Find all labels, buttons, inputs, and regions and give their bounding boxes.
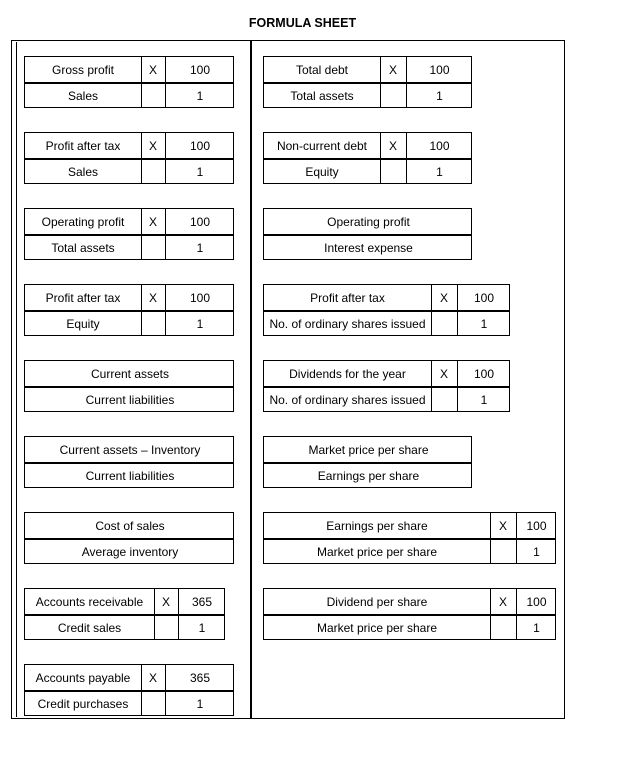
formula-numerator: Accounts receivable xyxy=(35,595,144,609)
formula-numerator: Profit after tax xyxy=(310,291,385,305)
multiply-sign: X xyxy=(498,519,507,533)
multiply-sign: X xyxy=(148,63,157,77)
multiplier-unit: 1 xyxy=(533,545,540,559)
formula-numerator: Non-current debt xyxy=(276,139,368,153)
formula-box xyxy=(263,512,556,564)
formula-denominator: Current liabilities xyxy=(85,469,175,483)
multiplier-unit: 1 xyxy=(196,697,204,711)
formula-numerator: Gross profit xyxy=(51,63,114,77)
multiplier-unit: 1 xyxy=(480,393,488,407)
multiplier-value: 100 xyxy=(189,215,211,229)
multiplier-value: 100 xyxy=(429,139,450,153)
formula-denominator: Current liabilities xyxy=(85,393,175,407)
formula-denominator: Market price per share xyxy=(316,545,438,559)
left-inner-border xyxy=(16,42,17,717)
multiplier-unit: 1 xyxy=(533,621,540,635)
multiply-sign: X xyxy=(148,671,157,685)
formula-numerator: Earnings per share xyxy=(326,519,428,533)
formula-denominator: Market price per share xyxy=(316,621,438,635)
formula-box xyxy=(263,588,556,640)
multiplier-unit: 1 xyxy=(436,165,443,179)
formula-numerator: Cost of sales xyxy=(95,519,165,533)
multiply-sign: X xyxy=(161,595,170,609)
multiplier-value: 100 xyxy=(429,63,450,77)
formula-box xyxy=(24,284,234,336)
formula-denominator: Average inventory xyxy=(81,545,179,559)
formula-denominator: Interest expense xyxy=(324,241,413,255)
multiply-sign: X xyxy=(388,139,397,153)
formula-box xyxy=(263,132,472,184)
formula-numerator: Dividend per share xyxy=(326,595,428,609)
multiply-sign: X xyxy=(148,139,157,153)
multiply-sign: X xyxy=(388,63,397,77)
multiplier-unit: 1 xyxy=(480,317,488,331)
formula-denominator: No. of ordinary shares issued xyxy=(269,317,426,331)
page-title: FORMULA SHEET xyxy=(248,16,357,30)
formula-box xyxy=(263,208,472,260)
multiplier-unit: 1 xyxy=(196,241,204,255)
formula-box xyxy=(24,512,234,564)
formula-numerator: Profit after tax xyxy=(45,139,121,153)
formula-box xyxy=(263,360,510,412)
multiplier-unit: 1 xyxy=(436,89,443,103)
multiplier-value: 100 xyxy=(473,291,495,305)
formula-denominator: Equity xyxy=(305,165,339,179)
multiplier-unit: 1 xyxy=(196,165,204,179)
formula-box xyxy=(24,208,234,260)
formula-denominator: Earnings per share xyxy=(317,469,420,483)
formula-numerator: Current assets – Inventory xyxy=(59,443,201,457)
formula-box xyxy=(263,284,510,336)
multiplier-value: 100 xyxy=(189,139,211,153)
multiplier-value: 365 xyxy=(189,671,211,685)
formula-box xyxy=(24,588,225,640)
formula-denominator: Credit purchases xyxy=(37,697,129,711)
formula-box xyxy=(24,664,234,716)
formula-box xyxy=(24,132,234,184)
formula-denominator: Equity xyxy=(66,317,100,331)
formula-numerator: Operating profit xyxy=(327,215,410,229)
formula-numerator: Market price per share xyxy=(308,443,429,457)
formula-numerator: Dividends for the year xyxy=(289,367,406,381)
multiplier-unit: 1 xyxy=(196,317,204,331)
formula-numerator: Operating profit xyxy=(41,215,125,229)
formula-numerator: Total debt xyxy=(295,63,349,77)
multiplier-value: 100 xyxy=(189,63,211,77)
formula-box xyxy=(263,56,472,108)
multiplier-value: 100 xyxy=(526,595,547,609)
multiply-sign: X xyxy=(439,291,448,305)
formula-denominator: Sales xyxy=(67,165,99,179)
multiplier-value: 100 xyxy=(473,367,495,381)
formula-numerator: Current assets xyxy=(90,367,170,381)
multiply-sign: X xyxy=(498,595,507,609)
formula-denominator: Total assets xyxy=(290,89,354,103)
multiply-sign: X xyxy=(148,215,157,229)
formula-numerator: Profit after tax xyxy=(45,291,121,305)
formula-box xyxy=(24,360,234,412)
column-divider xyxy=(250,40,252,719)
multiplier-unit: 1 xyxy=(198,621,206,635)
formula-box xyxy=(263,436,472,488)
formula-box xyxy=(24,436,234,488)
formula-denominator: Total assets xyxy=(51,241,115,255)
formula-denominator: Credit sales xyxy=(57,621,122,635)
formula-denominator: No. of ordinary shares issued xyxy=(269,393,426,407)
multiply-sign: X xyxy=(148,291,157,305)
multiply-sign: X xyxy=(439,367,448,381)
multiplier-value: 365 xyxy=(191,595,213,609)
multiplier-value: 100 xyxy=(189,291,211,305)
multiplier-value: 100 xyxy=(526,519,547,533)
multiplier-unit: 1 xyxy=(196,89,204,103)
formula-denominator: Sales xyxy=(67,89,99,103)
formula-box xyxy=(24,56,234,108)
formula-numerator: Accounts payable xyxy=(35,671,131,685)
